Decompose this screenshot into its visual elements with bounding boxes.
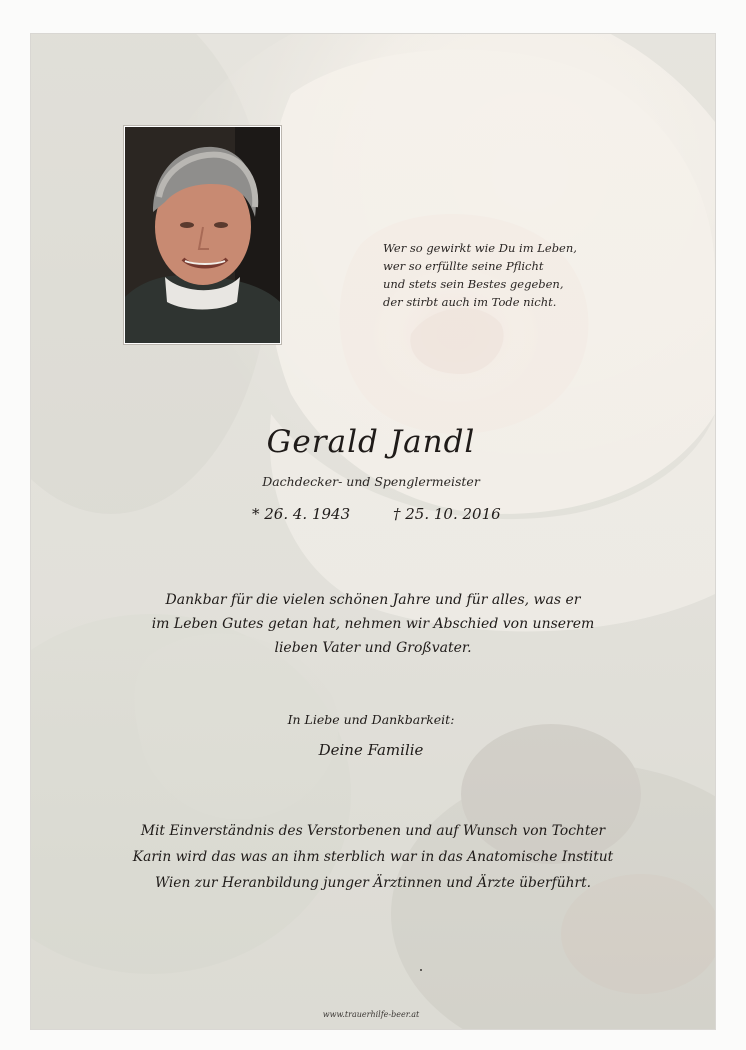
anatomy-notice <box>91 818 655 896</box>
notice-line: Karin wird das was an ihm sterblich war in das Anatomische Institut <box>132 849 614 865</box>
message-line: lieben Vater und Großvater. <box>274 640 472 656</box>
farewell-intro: In Liebe und Dankbarkeit: <box>287 712 455 727</box>
memorial-verse <box>383 239 643 311</box>
verse-line: Wer so gewirkt wie Du im Leben, <box>383 241 577 255</box>
deceased-name: Gerald Jandl <box>266 424 476 460</box>
portrait-photo <box>124 126 281 344</box>
notice-line: Wien zur Heranbildung junger Ärztinnen und Ärzte überführt. <box>154 875 592 891</box>
footer-url: www.trauerhilfe-beer.at <box>322 1010 420 1019</box>
farewell-message <box>91 588 655 660</box>
death-date: † 25. 10. 2016 <box>393 505 501 523</box>
notice-line: Mit Einverständnis des Verstorbenen und auf Wunsch von Tochter <box>140 823 606 839</box>
deceased-profession: Dachdecker- und Spenglermeister <box>262 474 480 489</box>
message-line: Dankbar für die vielen schönen Jahre und für alles, was er <box>165 592 581 608</box>
verse-line: und stets sein Bestes gegeben, <box>383 277 564 291</box>
message-line: im Leben Gutes getan hat, nehmen wir Abschied von unserem <box>151 616 595 632</box>
family-signature: Deine Familie <box>318 741 424 759</box>
verse-line: wer so erfüllte seine Pflicht <box>383 259 544 273</box>
obituary-card <box>30 33 716 1030</box>
birth-date: * 26. 4. 1943 <box>252 505 351 523</box>
verse-line: der stirbt auch im Tode nicht. <box>383 295 557 309</box>
decorative-dot <box>420 969 422 971</box>
